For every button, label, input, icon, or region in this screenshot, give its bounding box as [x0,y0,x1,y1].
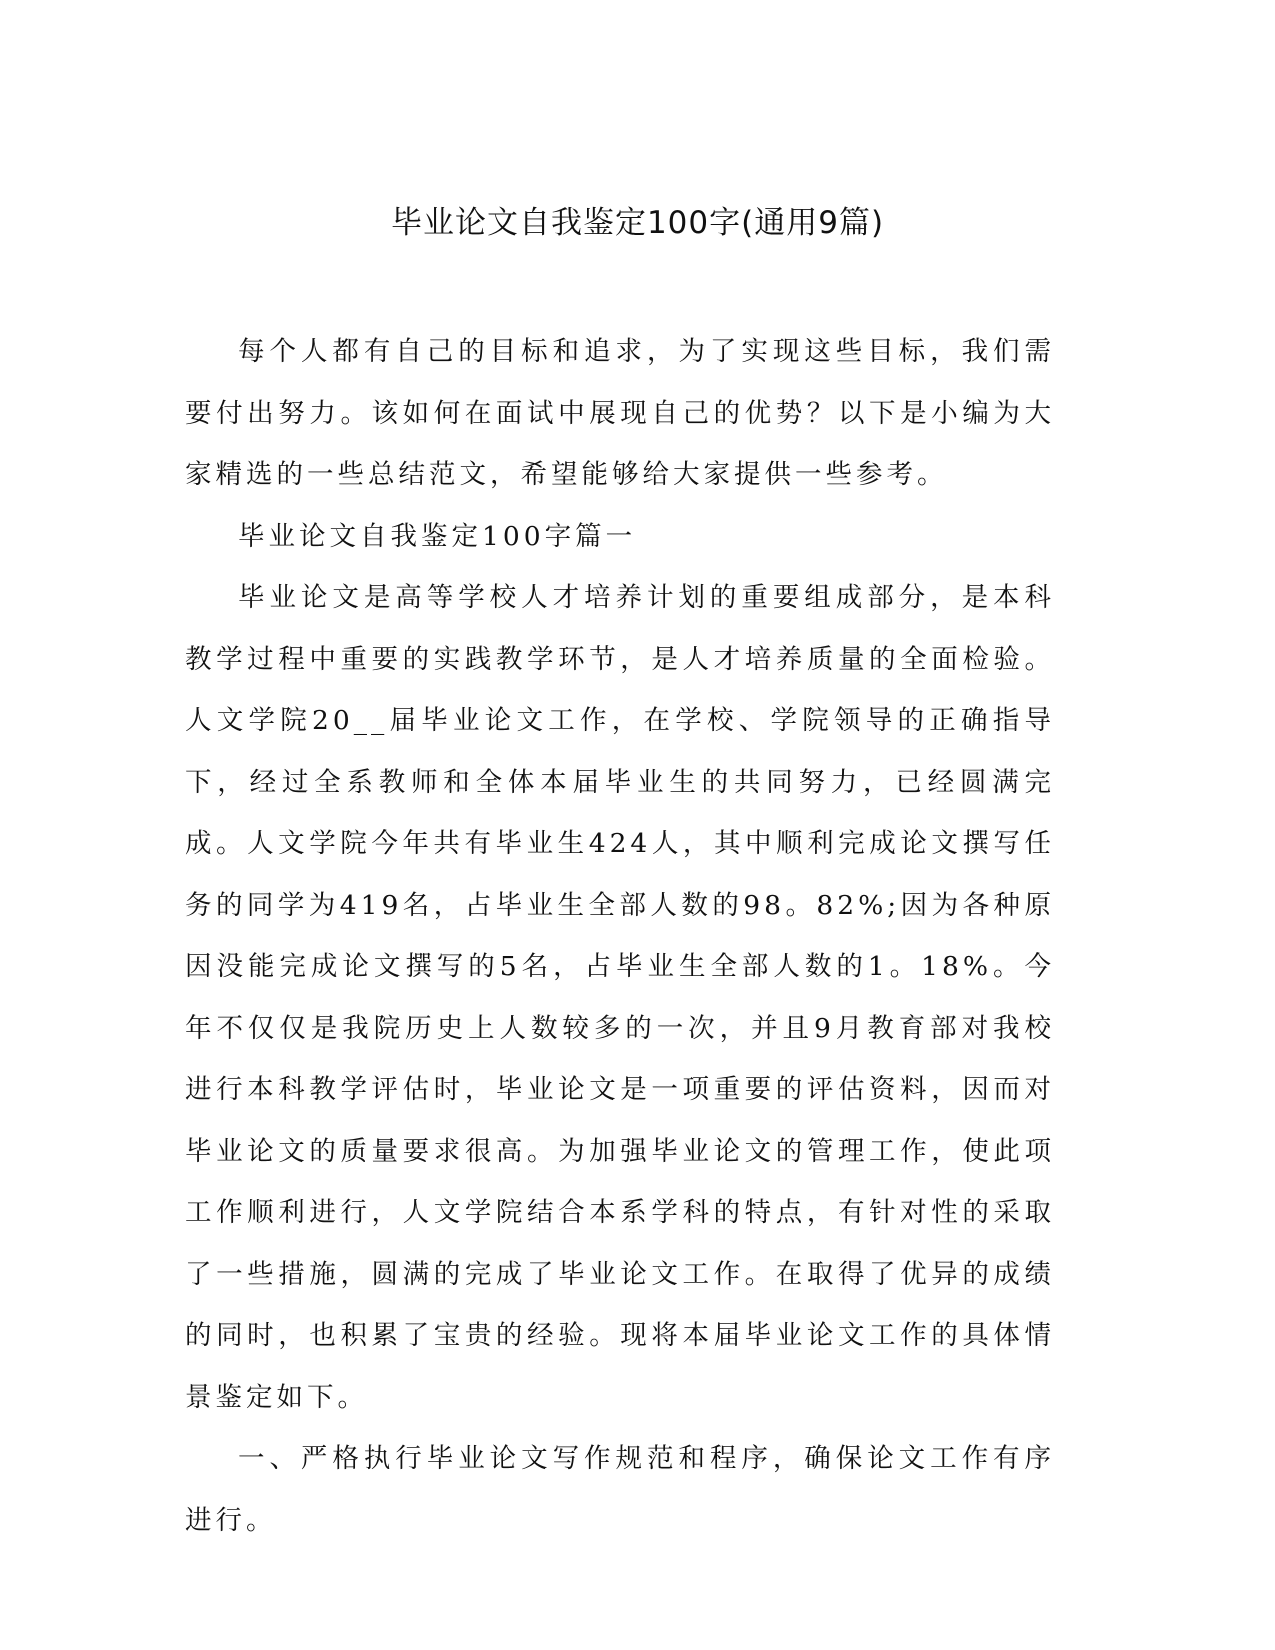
document-title: 毕业论文自我鉴定100字(通用9篇) [390,205,885,241]
subsection-heading: 一、严格执行毕业论文写作规范和程序，确保论文工作有序进行。 [185,1443,1055,1536]
intro-paragraph: 每个人都有自己的目标和追求，为了实现这些目标，我们需要付出努力。该如何在面试中展现自己的优势？以下是小编为大家精选的一些总结范文，希望能够给大家提供一些参考。 [185,336,1055,490]
section-heading: 毕业论文自我鉴定100字篇一 [238,520,637,552]
body-paragraph: 毕业论文是高等学校人才培养计划的重要组成部分，是本科教学过程中重要的实践教学环节，是人才培养质量的全面检验。人文学院20__届毕业论文工作，在学校、学院领导的正确指导下，经过全系教师和全体本届毕业生的共同努力，已经圆满完成。人文学院今年共有毕业生424人，其中顺利完成论文撰写任务的同学为419名，占毕业生全部人数的98。82%;因为各种原因没能完成论文撰写的5名，占毕业生全部人数的1。18%。今年不仅仅是我院历史上人数较多的一次，并且9月教育部对我校进行本科教学评估时，毕业论文是一项重要的评估资料，因而对毕业论文的质量要求很高。为加强毕业论文的管理工作，使此项工作顺利进行，人文学院结合本系学科的特点，有针对性的采取了一些措施，圆满的完成了毕业论文工作。在取得了优异的成绩的同时，也积累了宝贵的经验。现将本届毕业论文工作的具体情景鉴定如下。 [185,582,1055,1413]
document-body [185,321,1055,1551]
